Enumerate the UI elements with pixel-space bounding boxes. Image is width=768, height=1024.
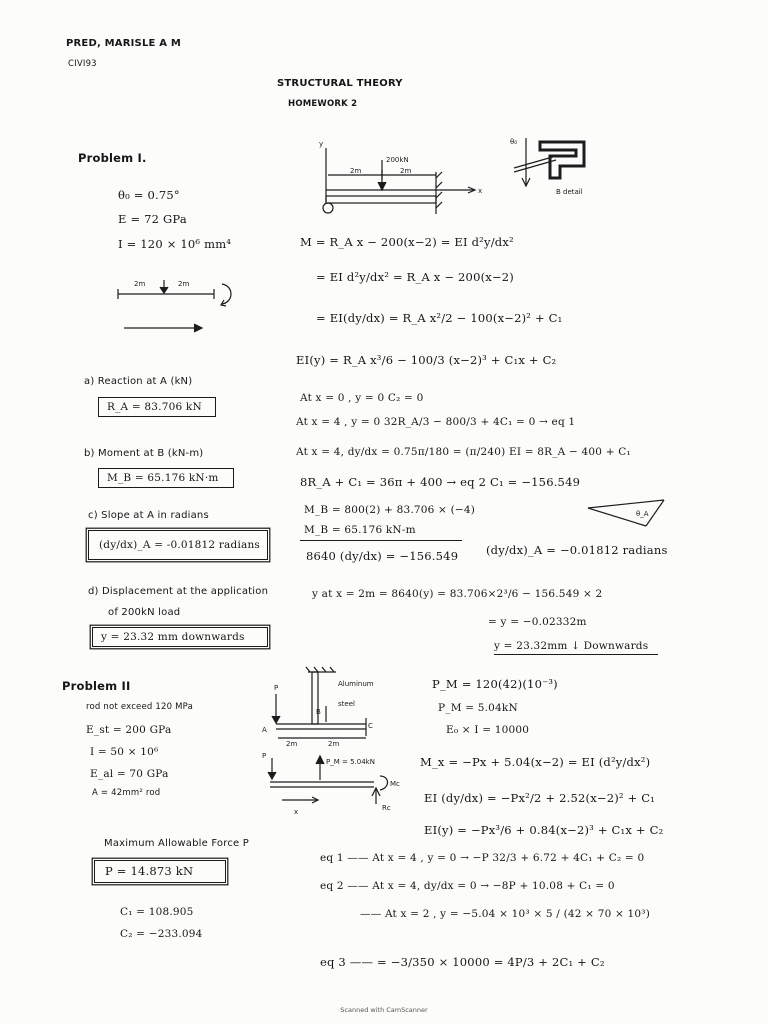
page-subtitle: HOMEWORK 2 — [288, 99, 358, 109]
p2-eq-1: P_M = 120(42)(10⁻³) — [432, 677, 558, 691]
problem2-c2: C₂ = −233.094 — [120, 928, 203, 940]
fig3-load-P: P — [262, 752, 267, 760]
problem1-part-c-answer-box — [88, 530, 268, 560]
p1-eq-1: M = R_A x − 200(x−2) = EI d²y/dx² — [300, 235, 514, 249]
p1-eq-8: 8R_A + C₁ = 36π + 400 → eq 2 C₁ = −156.549 — [300, 475, 581, 489]
fig3-Rc-label: Rc — [382, 804, 391, 812]
problem1-part-d-answer: y = 23.32 mm downwards — [101, 631, 245, 643]
p1-eq-7: At x = 4, dy/dx = 0.75π/180 = (π/240) EI = 8R_A − 400 + C₁ — [296, 446, 631, 458]
problem2-given-5: A = 42mm² rod — [92, 788, 161, 798]
page-title: STRUCTURAL THEORY — [277, 78, 403, 89]
problem1-part-d-answer-box — [92, 627, 268, 647]
slope-angle-sketch — [586, 496, 670, 530]
fig1-span-b: 2m — [400, 167, 412, 175]
problem1-part-d-question: d) Displacement at the application — [88, 586, 269, 597]
problem1-part-b-answer: M_B = 65.176 kN·m — [107, 472, 219, 484]
problem1-given-theta: θ₀ = 0.75° — [118, 188, 180, 202]
p2-eq-9: —— At x = 2 , y = −5.04 × 10³ × 5 / (42 × 70 × 10³) — [360, 908, 651, 920]
problem1-free-body-sketch — [114, 276, 244, 336]
problem1-part-c-answer: (dy/dx)_A = -0.01812 radians — [99, 539, 261, 551]
fig2-steel-label: steel — [338, 700, 355, 708]
problem1-part-c-question: c) Slope at A in radians — [88, 510, 209, 521]
problem2-given-2: E_st = 200 GPa — [86, 724, 172, 736]
problem2-given-4: E_al = 70 GPa — [90, 768, 169, 780]
p1-eq-2: = EI d²y/dx² = R_A x − 200(x−2) — [316, 270, 514, 284]
p1-eq-13: y at x = 2m = 8640(y) = 83.706×2³/6 − 156.549 × 2 — [312, 588, 603, 600]
problem2-free-body-figure — [258, 752, 408, 818]
p2-eq-6: EI(y) = −Px³/6 + 0.84(x−2)³ + C₁x + C₂ — [424, 823, 664, 837]
p1-eq-14: = y = −0.02332m — [488, 616, 587, 628]
fig2-load-P: P — [274, 684, 279, 692]
p1-eq-4: EI(y) = R_A x³/6 − 100/3 (x−2)³ + C₁x + C₂ — [296, 353, 557, 367]
fig3-Pm-label: P_M = 5.04kN — [326, 758, 375, 766]
problem1-given-E: E = 72 GPa — [118, 212, 187, 226]
fig2-span-a: 2m — [286, 740, 298, 748]
scanner-footer: Scanned with CamScanner — [340, 1006, 428, 1014]
p1-rule — [300, 540, 462, 541]
detail-caption: B detail — [556, 188, 583, 196]
student-section: CIVI93 — [68, 59, 97, 69]
p1-answer-underline — [494, 654, 658, 655]
fig2-aluminum-label: Aluminum — [338, 680, 374, 688]
fig3-Mc-label: Mc — [390, 780, 400, 788]
problem2-given-3: I = 50 × 10⁶ — [90, 746, 159, 758]
p1-eq-12: (dy/dx)_A = −0.01812 radians — [486, 543, 668, 557]
problem1-part-b-question: b) Moment at B (kN-m) — [84, 448, 204, 459]
problem1-beam-figure — [314, 138, 494, 218]
problem1-part-d-question-cont: of 200kN load — [108, 607, 181, 618]
fig2-point-C: C — [368, 722, 373, 730]
p1-eq-10: M_B = 65.176 kN-m — [304, 524, 416, 536]
problem2-structure-figure — [256, 666, 386, 746]
fig2-span-b: 2m — [328, 740, 340, 748]
problem1-given-I: I = 120 × 10⁶ mm⁴ — [118, 237, 232, 251]
p1-eq-3: = EI(dy/dx) = R_A x²/2 − 100(x−2)² + C₁ — [316, 311, 563, 325]
problem1-part-a-question: a) Reaction at A (kN) — [84, 376, 193, 387]
p2-eq-10: eq 3 —— = −3/350 × 10000 = 4P/3 + 2C₁ + C₂ — [320, 955, 605, 969]
p2-eq-5: EI (dy/dx) = −Px²/2 + 2.52(x−2)² + C₁ — [424, 791, 656, 805]
problem2-given-1: rod not exceed 120 MPa — [86, 702, 194, 712]
problem2-heading: Problem II — [62, 679, 131, 693]
p1-eq-11: 8640 (dy/dx) = −156.549 — [306, 549, 459, 563]
problem1-part-b-answer-box — [98, 468, 234, 488]
problem1-heading: Problem I. — [78, 151, 147, 165]
detail-theta-label: θ₀ — [510, 138, 518, 146]
problem2-c1: C₁ = 108.905 — [120, 906, 194, 918]
p2-eq-4: M_x = −Px + 5.04(x−2) = EI (d²y/dx²) — [420, 755, 651, 769]
fig1-span-a: 2m — [350, 167, 362, 175]
fig2-point-B: B — [316, 708, 321, 716]
problem1-part-a-answer: R_A = 83.706 kN — [107, 401, 202, 413]
problem2-max-force-answer: P = 14.873 kN — [105, 864, 194, 878]
p2-eq-8: eq 2 —— At x = 4, dy/dx = 0 → −8P + 10.08 + C₁ = 0 — [320, 880, 615, 892]
p1-eq-9: M_B = 800(2) + 83.706 × (−4) — [304, 504, 476, 516]
fig1-load-label: 200kN — [386, 156, 409, 164]
p2-eq-7: eq 1 —— At x = 4 , y = 0 → −P 32/3 + 6.72 + 4C₁ + C₂ = 0 — [320, 852, 645, 864]
problem1-part-a-answer-box — [98, 397, 216, 417]
slope-angle-label: θ_A — [636, 510, 649, 518]
p2-eq-3: E₀ × I = 10000 — [446, 724, 530, 736]
problem1-detail-sketch — [510, 128, 602, 200]
problem2-max-force-box — [94, 860, 226, 883]
fig2-point-A: A — [262, 726, 267, 734]
p1-eq-6: At x = 4 , y = 0 32R_A/3 − 800/3 + 4C₁ = 0 → eq 1 — [296, 416, 576, 428]
fig1-x-axis-label: x — [478, 187, 483, 195]
p1-eq-15: y = 23.32mm ↓ Downwards — [494, 640, 649, 652]
p2-eq-2: P_M = 5.04kN — [438, 702, 518, 714]
fig1-y-axis-label: y — [319, 140, 324, 148]
p1-eq-5: At x = 0 , y = 0 C₂ = 0 — [300, 392, 424, 404]
fig3-x-label: x — [294, 808, 299, 816]
sketch-span-a: 2m — [134, 280, 146, 288]
problem2-max-force-label: Maximum Allowable Force P — [104, 838, 249, 849]
sketch-span-b: 2m — [178, 280, 190, 288]
student-name: PRED, MARISLE A M — [66, 38, 182, 49]
